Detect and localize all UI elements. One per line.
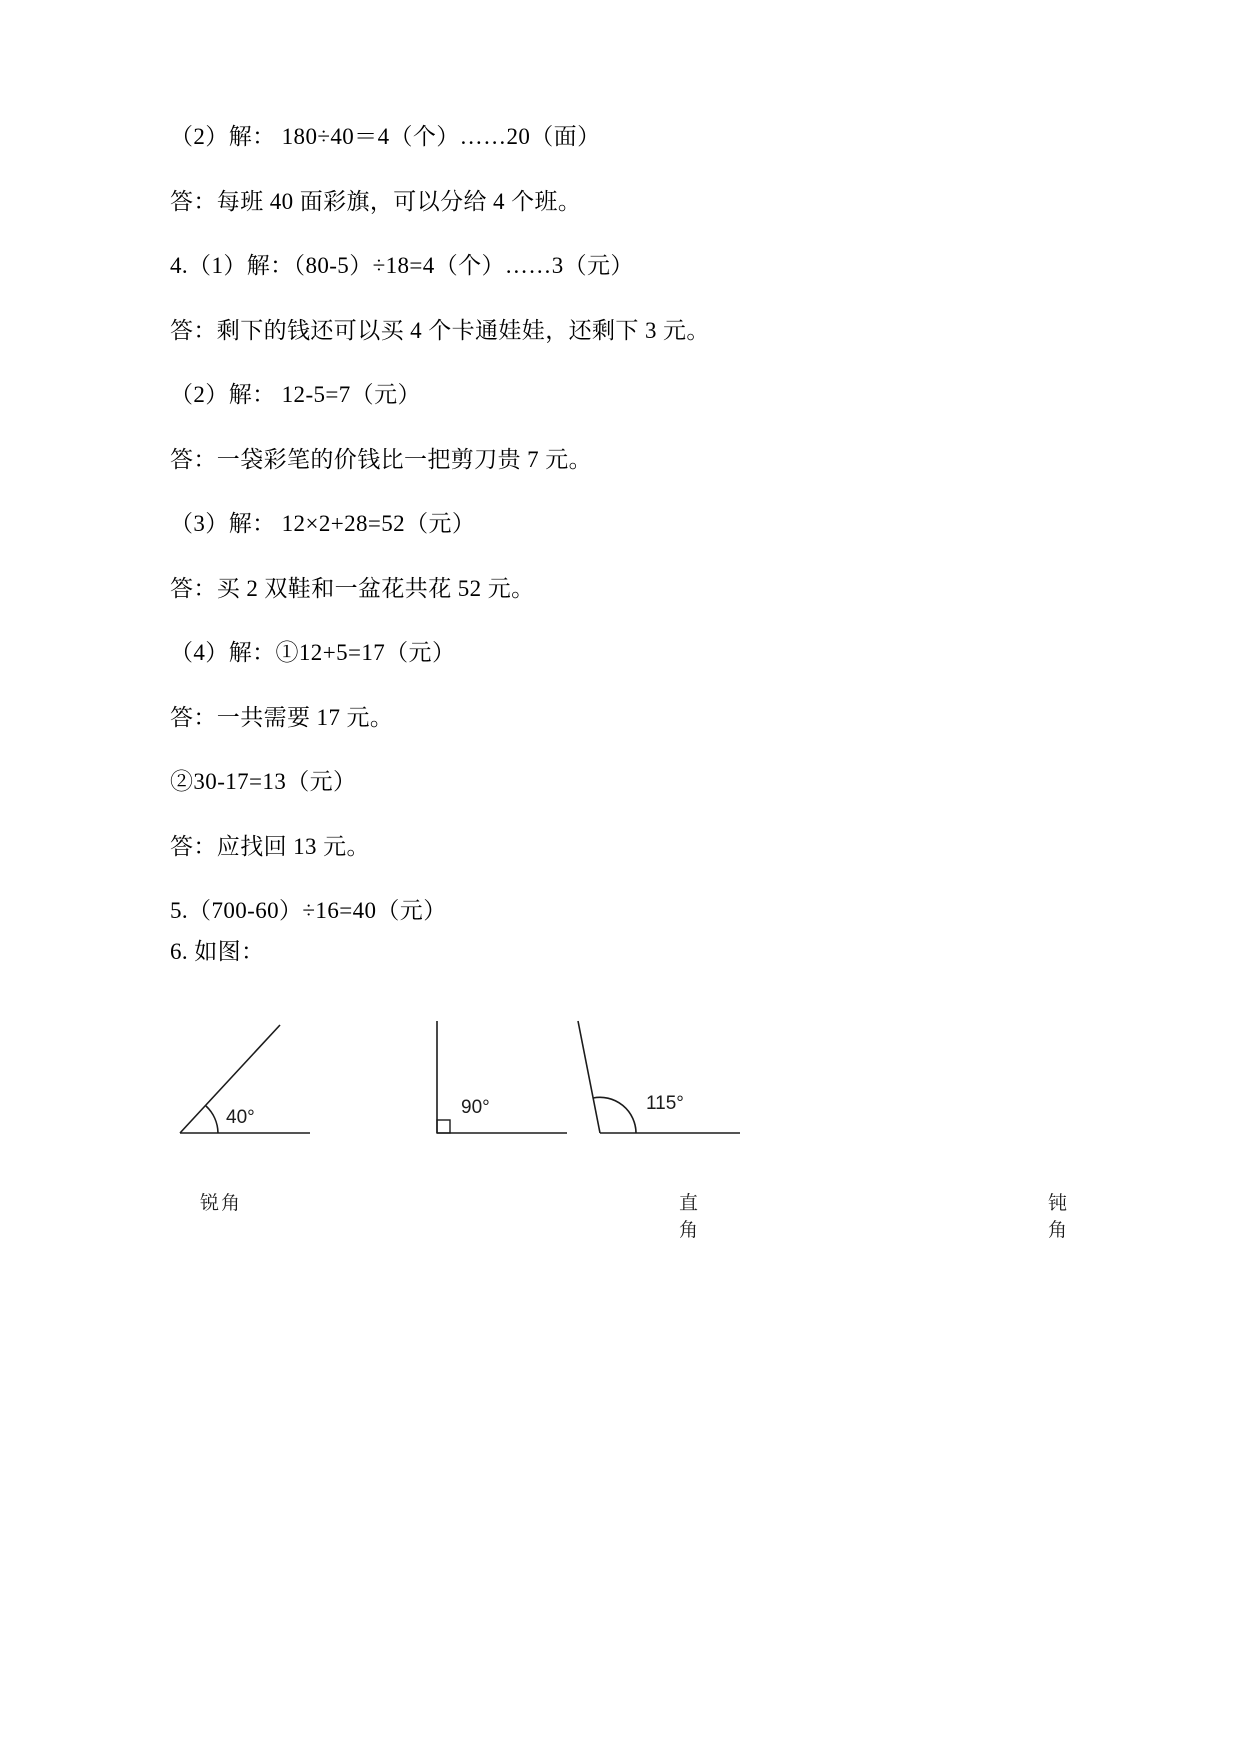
answer-line: （2）解： 180÷40＝4（个）……20（面） [170, 124, 601, 149]
right-angle-label: 90° [461, 1097, 490, 1118]
answer-line: 答：应找回 13 元。 [170, 833, 370, 859]
obtuse-angle-caption: 钝角 [1048, 1193, 1070, 1241]
answer-line: （4）解：①12+5=17（元） [170, 640, 456, 665]
answer-line: 答：一共需要 17 元。 [170, 704, 394, 730]
acute-angle-drawing [170, 1003, 360, 1173]
obtuse-angle-label: 115° [646, 1093, 684, 1114]
answer-line: ②30-17=13（元） [170, 769, 357, 794]
answer-line: 答：一袋彩笔的价钱比一把剪刀贵 7 元。 [170, 446, 592, 472]
answer-line: 答：每班 40 面彩旗，可以分给 4 个班。 [170, 188, 582, 214]
obtuse-angle-drawing [570, 1003, 790, 1173]
answer-line: （3）解： 12×2+28=52（元） [170, 511, 476, 536]
angle-figures [170, 1003, 1071, 1241]
right-angle-caption: 直角 [679, 1193, 701, 1241]
answer-line: 4.（1）解：（80-5）÷18=4（个）……3（元） [170, 253, 634, 278]
answer-line: 6. 如图： [170, 938, 265, 964]
acute-angle-caption: 锐角 [200, 1193, 243, 1214]
figure-acute-angle [170, 1003, 360, 1214]
acute-angle-label: 40° [226, 1107, 255, 1128]
answer-line: 答：剩下的钱还可以买 4 个卡通娃娃，还剩下 3 元。 [170, 317, 710, 343]
answer-line: （2）解： 12-5=7（元） [170, 382, 421, 407]
answer-line: 答：买 2 双鞋和一盆花共花 52 元。 [170, 575, 535, 601]
answer-line: 5.（700-60）÷16=40（元） [170, 898, 447, 923]
